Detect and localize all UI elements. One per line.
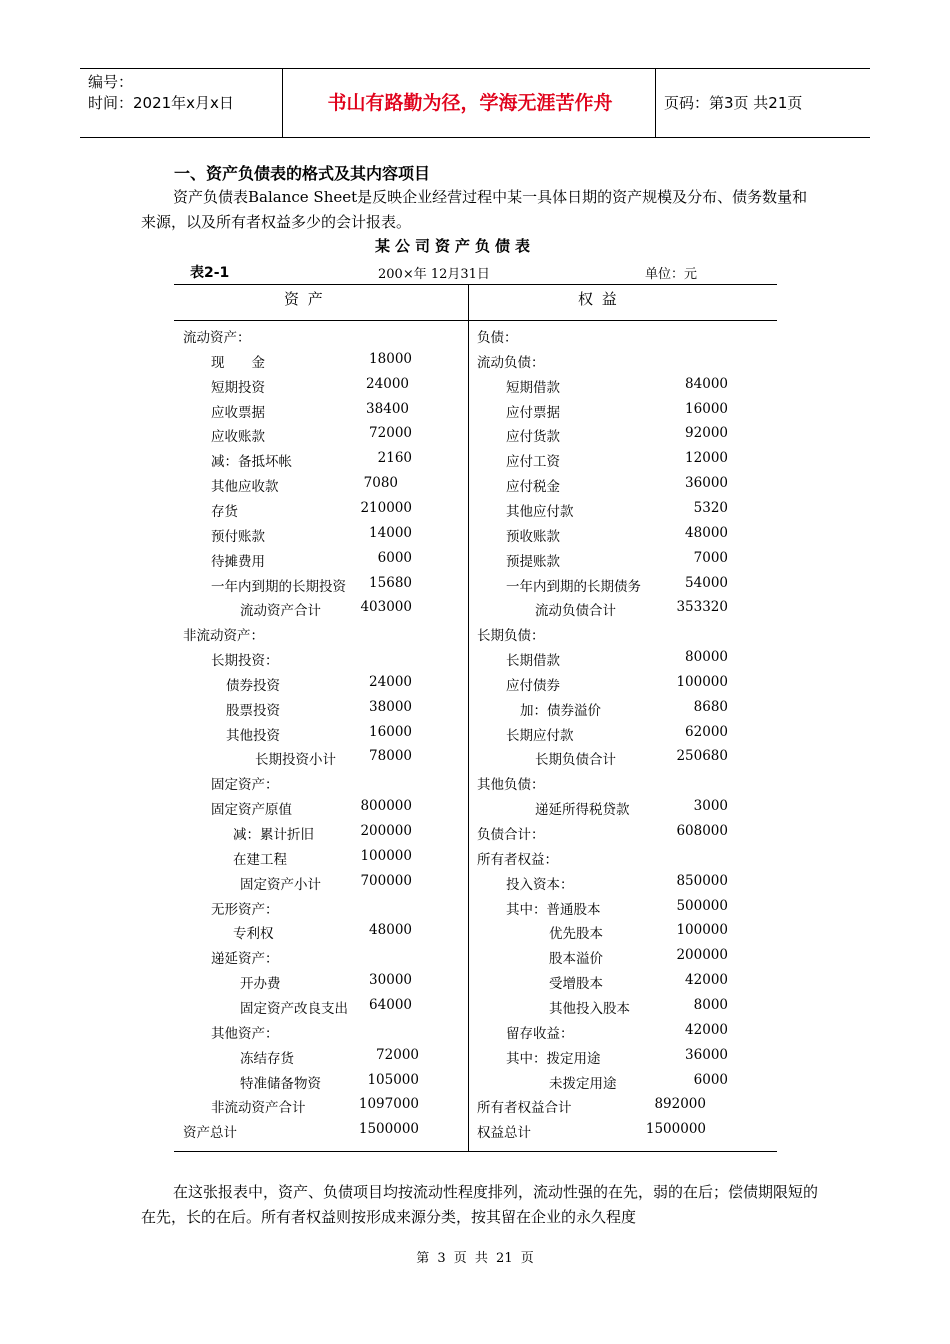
assets-row-value: 78000: [369, 748, 412, 765]
table-title: 某公司资产负债表: [374, 237, 535, 255]
equity-row-value: 62000: [685, 723, 728, 740]
equity-row-value: 850000: [676, 872, 728, 889]
assets-row-label: 减：备抵坏帐: [211, 454, 292, 471]
assets-row-label: 专利权: [233, 926, 274, 943]
equity-row-value: 36000: [685, 475, 728, 492]
assets-row-value: 38000: [369, 698, 412, 715]
divider: [282, 69, 283, 137]
equity-row-value: 54000: [685, 574, 728, 591]
assets-row-label: 应收账款: [211, 429, 265, 446]
assets-row-label: 长期投资：: [211, 653, 279, 670]
assets-column-header: 资 产: [284, 290, 325, 308]
assets-row-value: 18000: [369, 350, 412, 367]
table-unit: 单位：元: [645, 267, 698, 282]
equity-row-label: 流动负债合计: [535, 603, 616, 620]
equity-row-label: 留存收益：: [506, 1025, 574, 1042]
assets-row-value: 14000: [369, 524, 412, 541]
assets-row-label: 无形资产：: [211, 901, 279, 918]
assets-row-value: 403000: [360, 599, 412, 616]
assets-row-value: 16000: [369, 723, 412, 740]
equity-row-value: 42000: [685, 1021, 728, 1038]
assets-row-label: 预付账款: [211, 528, 265, 545]
assets-row-label: 一年内到期的长期投资: [211, 578, 346, 595]
assets-row-value: 2160: [377, 450, 412, 467]
assets-row-label: 短期投资: [211, 379, 265, 396]
assets-row-value: 38400: [366, 400, 409, 417]
equity-row-label: 其他负债：: [477, 777, 545, 794]
assets-row-value: 800000: [360, 798, 412, 815]
equity-row-value: 92000: [685, 425, 728, 442]
assets-row-label: 其他投资: [226, 727, 280, 744]
assets-row-label: 减：累计折旧: [233, 827, 314, 843]
equity-row-value: 1500000: [645, 1121, 706, 1138]
intro-paragraph: 资产负债表Balance Sheet是反映企业经营过程中某一具体日期的资产规模及分布、债务数量和来源，以及所有者权益多少的会计报表。: [141, 188, 808, 231]
equity-row-label: 负债：: [477, 330, 518, 346]
equity-row-label: 投入资本：: [506, 876, 574, 893]
equity-row-value: 100000: [676, 673, 728, 690]
equity-row-label: 长期应付款: [506, 727, 574, 744]
table-number: 表2-1: [190, 265, 230, 281]
assets-row-label: 固定资产：: [211, 777, 279, 794]
number-label: 编号：: [88, 73, 134, 91]
equity-row-label: 所有者权益合计: [477, 1100, 572, 1117]
assets-row-label: 非流动资产：: [183, 628, 264, 645]
header-bar: [80, 68, 870, 138]
equity-row-label: 权益总计: [477, 1125, 531, 1142]
assets-row-label: 特准储备物资: [240, 1075, 321, 1092]
table-bottom-rule: [174, 1151, 777, 1152]
equity-row-value: 8000: [693, 996, 728, 1013]
equity-row-label: 其中：拨定用途: [506, 1050, 601, 1067]
equity-row-value: 48000: [685, 524, 728, 541]
assets-row-label: 固定资产小计: [240, 876, 321, 893]
assets-row-value: 700000: [360, 872, 412, 889]
equity-row-value: 12000: [685, 450, 728, 467]
assets-row-value: 48000: [369, 922, 412, 939]
table-top-rule: [174, 284, 777, 285]
assets-row-value: 72000: [369, 425, 412, 442]
equity-row-label: 应付工资: [506, 454, 560, 471]
assets-row-value: 1097000: [358, 1096, 419, 1113]
equity-row-label: 其他投入股本: [549, 1000, 630, 1017]
equity-row-label: 长期借款: [506, 653, 560, 670]
equity-row-label: 所有者权益：: [477, 851, 558, 868]
equity-row-label: 一年内到期的长期债务: [506, 578, 641, 595]
assets-row-value: 210000: [360, 499, 412, 516]
divider: [655, 69, 656, 137]
equity-row-label: 股本溢价: [549, 951, 603, 968]
assets-row-value: 6000: [377, 549, 412, 566]
assets-row-label: 流动资产合计: [240, 603, 321, 620]
table-date: 200×年 12月31日: [378, 267, 490, 282]
equity-row-value: 608000: [676, 823, 728, 839]
equity-row-label: 受增股本: [549, 976, 603, 993]
equity-row-value: 200000: [676, 947, 728, 964]
equity-row-value: 36000: [685, 1046, 728, 1063]
assets-row-value: 30000: [369, 972, 412, 989]
equity-row-label: 应付债券: [506, 677, 560, 694]
equity-row-value: 353320: [676, 599, 728, 616]
assets-row-label: 其他应收款: [211, 479, 279, 496]
assets-row-label: 资产总计: [183, 1125, 237, 1142]
assets-row-label: 存货: [211, 503, 238, 520]
equity-row-label: 应付票据: [506, 404, 560, 421]
equity-column-header: 权 益: [578, 290, 619, 308]
section-heading: 一、资产负债表的格式及其内容项目: [174, 164, 431, 183]
page-footer: 第 3 页 共 21 页: [416, 1251, 534, 1266]
assets-row-label: 非流动资产合计: [211, 1100, 306, 1117]
assets-row-value: 15680: [369, 574, 412, 591]
header-meta: [88, 72, 234, 114]
equity-row-label: 预提账款: [506, 553, 560, 570]
motto: 书山有路勤为径，学海无涯苦作舟: [327, 92, 613, 114]
assets-row-value: 1500000: [358, 1121, 419, 1138]
assets-row-value: 24000: [366, 375, 409, 392]
equity-row-value: 892000: [654, 1096, 706, 1113]
equity-row-label: 应付货款: [506, 429, 560, 446]
equity-row-value: 80000: [685, 649, 728, 666]
table-center-rule: [468, 284, 469, 1152]
assets-row-label: 待摊费用: [211, 553, 265, 570]
equity-row-label: 其他应付款: [506, 503, 574, 520]
equity-row-label: 未拨定用途: [549, 1075, 617, 1092]
equity-row-label: 递延所得税贷款: [535, 802, 630, 819]
equity-row-label: 预收账款: [506, 528, 560, 545]
equity-row-value: 6000: [693, 1071, 728, 1088]
assets-row-value: 200000: [360, 823, 412, 839]
assets-row-value: 105000: [367, 1071, 419, 1088]
equity-row-value: 7000: [693, 549, 728, 566]
equity-row-label: 长期负债：: [477, 628, 545, 645]
equity-row-value: 42000: [685, 972, 728, 989]
page-label: 页码：第3页 共21页: [664, 94, 803, 112]
equity-row-label: 优先股本: [549, 926, 603, 943]
assets-row-label: 递延资产：: [211, 951, 279, 968]
assets-row-label: 开办费: [240, 976, 281, 993]
equity-row-value: 84000: [685, 375, 728, 392]
assets-row-value: 72000: [376, 1046, 419, 1063]
assets-row-label: 冻结存货: [240, 1050, 294, 1067]
equity-row-label: 流动负债：: [477, 354, 545, 371]
assets-row-label: 现 金: [211, 354, 265, 371]
assets-row-label: 应收票据: [211, 404, 265, 421]
equity-row-label: 长期负债合计: [535, 752, 616, 769]
assets-row-value: 24000: [369, 673, 412, 690]
assets-row-label: 长期投资小计: [255, 752, 336, 769]
equity-row-label: 加：债券溢价: [520, 702, 601, 719]
equity-row-value: 16000: [685, 400, 728, 417]
assets-row-label: 固定资产原值: [211, 802, 292, 819]
equity-row-label: 其中：普通股本: [506, 901, 601, 918]
equity-row-label: 负债合计：: [477, 827, 545, 843]
equity-row-value: 100000: [676, 922, 728, 939]
assets-row-label: 股票投资: [226, 702, 280, 719]
table-header-rule: [174, 320, 777, 321]
equity-row-value: 3000: [693, 798, 728, 815]
equity-row-label: 短期借款: [506, 379, 560, 396]
assets-row-label: 债券投资: [226, 677, 280, 694]
closing-paragraph: 在这张报表中，资产、负债项目均按流动性程度排列，流动性强的在先，弱的在后；偿债期限短的在先，长的在后。所有者权益则按形成来源分类，按其留在企业的永久程度: [141, 1183, 819, 1226]
assets-row-label: 在建工程: [233, 851, 287, 868]
assets-row-label: 固定资产改良支出: [240, 1000, 348, 1017]
equity-row-value: 5320: [693, 499, 728, 516]
equity-row-label: 应付税金: [506, 479, 560, 496]
equity-row-value: 8680: [693, 698, 728, 715]
time-label: 时间：2021年x月x日: [88, 94, 234, 112]
assets-row-value: 100000: [360, 847, 412, 864]
equity-row-value: 500000: [676, 897, 728, 914]
assets-row-value: 7080: [363, 475, 398, 492]
assets-row-value: 64000: [369, 996, 412, 1013]
assets-row-label: 其他资产：: [211, 1025, 279, 1042]
equity-row-value: 250680: [676, 748, 728, 765]
assets-row-label: 流动资产：: [183, 330, 251, 346]
